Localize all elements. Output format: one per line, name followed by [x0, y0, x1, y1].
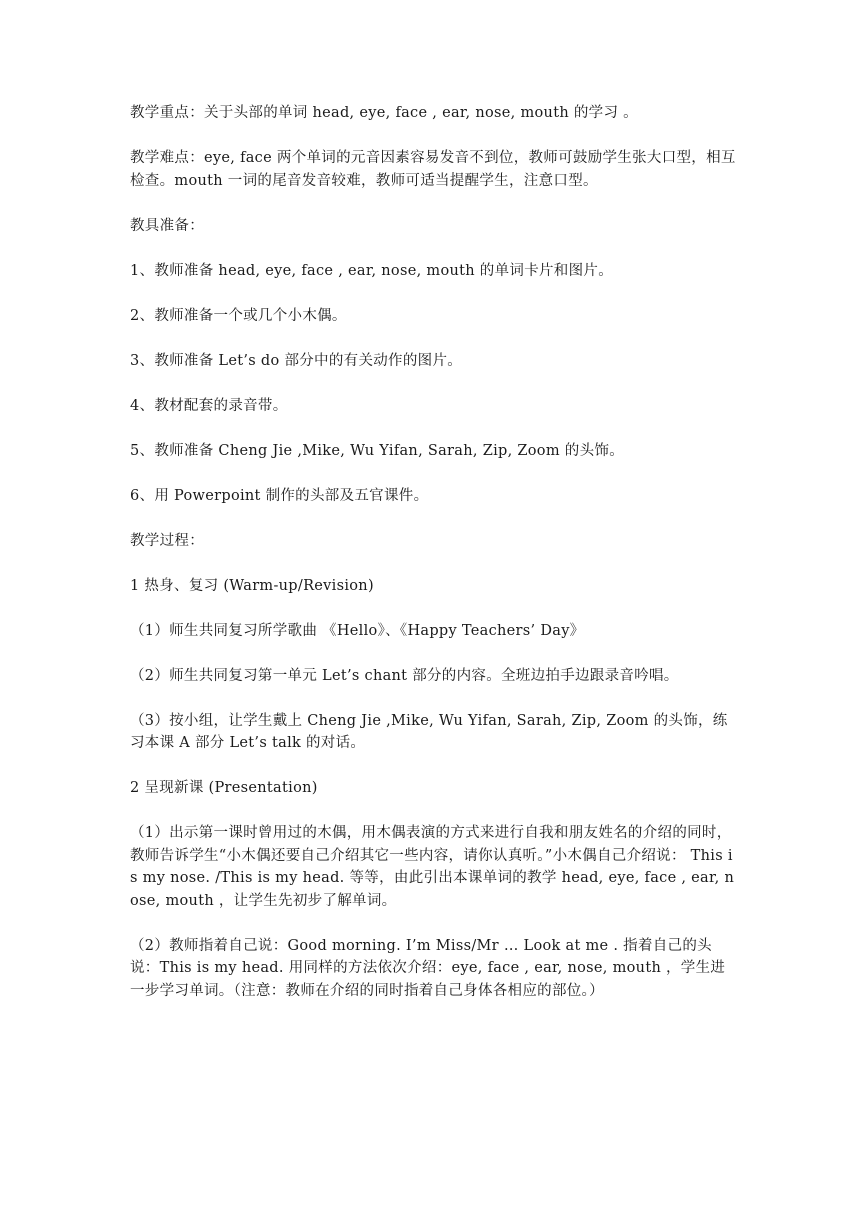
teaching-aids-heading: 教具准备： — [130, 217, 204, 234]
teaching-aid-item-4: 4、教材配套的录音带。 — [130, 397, 288, 414]
warmup-step-1: （1）师生共同复习所学歌曲 《Hello》、《Happy Teachers’ Day》 — [130, 622, 585, 639]
teaching-process-heading: 教学过程： — [130, 532, 204, 549]
difficult-points-paragraph: 教学难点：eye, face 两个单词的元音因素容易发音不到位，教师可鼓励学生张大口型，相互检查。mouth 一词的尾音发音较难，教师可适当提醒学生，注意口型。 — [130, 150, 736, 189]
warmup-step-2: （2）师生共同复习第一单元 Let’s chant 部分的内容。全班边拍手边跟录音吟唱。 — [130, 667, 679, 684]
presentation-heading: 2 呈现新课 (Presentation) — [130, 780, 318, 796]
document-page — [130, 102, 736, 1025]
teaching-aid-item-5: 5、教师准备 Cheng Jie ,Mike, Wu Yifan, Sarah, Zip, Zoom 的头饰。 — [130, 442, 625, 459]
teaching-aid-item-2: 2、教师准备一个或几个小木偶。 — [130, 307, 347, 324]
warmup-step-3: （3）按小组，让学生戴上 Cheng Jie ,Mike, Wu Yifan, Sarah, Zip, Zoom 的头饰，练习本课 A 部分 Let’s talk 的对话。 — [130, 712, 728, 751]
teaching-aid-item-3: 3、教师准备 Let’s do 部分中的有关动作的图片。 — [130, 352, 463, 369]
teaching-aid-item-1: 1、教师准备 head, eye, face , ear, nose, mouth 的单词卡片和图片。 — [130, 262, 613, 279]
presentation-step-2: （2）教师指着自己说：Good morning. I’m Miss/Mr … Look at me . 指着自己的头说：This is my head. 用同样的方法依次介绍：eye, face , ear, nose, mouth ，学生进一步学习单词。（注意：教师在介绍的同时指着自己身体各相应的部位。） — [130, 937, 726, 999]
key-points-paragraph: 教学重点：关于头部的单词 head, eye, face , ear, nose, mouth 的学习 。 — [130, 105, 638, 121]
teaching-aid-item-6: 6、用 Powerpoint 制作的头部及五官课件。 — [130, 487, 429, 504]
warmup-heading: 1 热身、复习 (Warm-up/Revision) — [130, 577, 374, 594]
presentation-step-1: （1）出示第一课时曾用过的木偶，用木偶表演的方式来进行自我和朋友姓名的介绍的同时，教师告诉学生“小木偶还要自己介绍其它一些内容，请你认真听。”小木偶自己介绍说： This is my nose. /This is my head. 等等，由此引出本课单词的教学 head, eye, face , ear, nose, mouth ，让学生先初步了解单词。 — [130, 825, 735, 909]
